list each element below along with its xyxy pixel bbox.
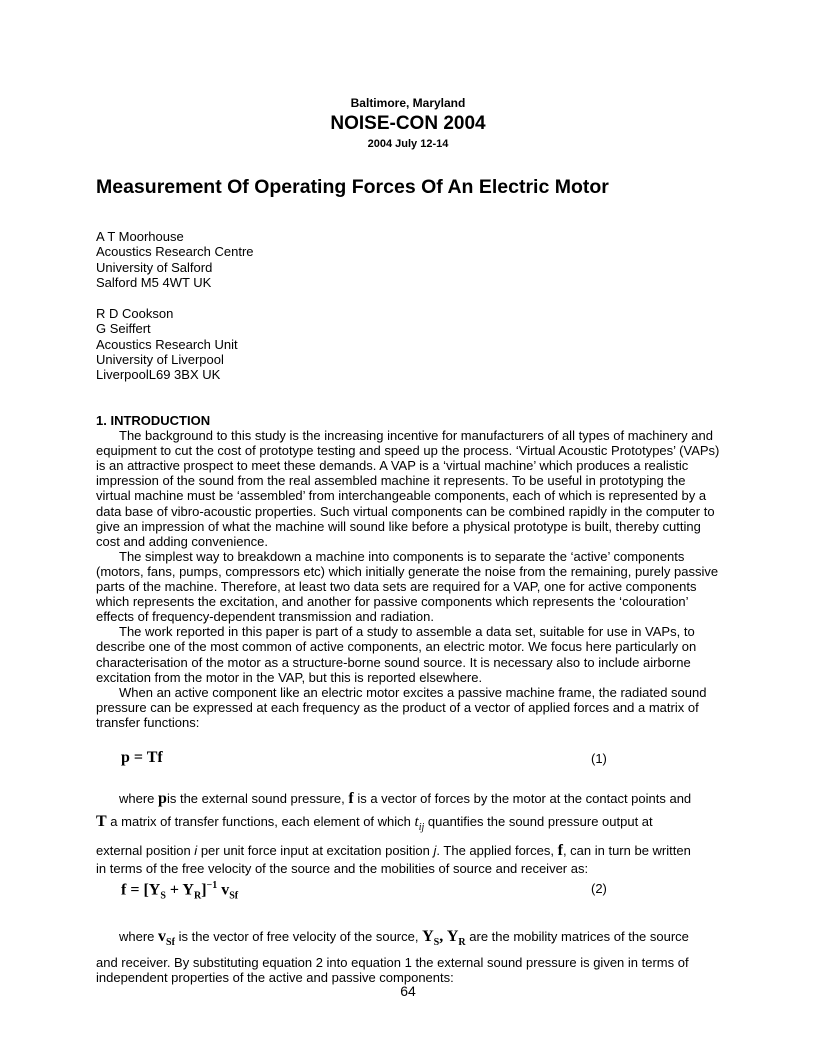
equation-1-number: (1): [591, 751, 607, 766]
author-line: Acoustics Research Unit: [96, 336, 238, 352]
section-heading: 1. INTRODUCTION: [96, 413, 211, 428]
equation-1: p = Tf: [121, 749, 163, 766]
conference-date: 2004 July 12-14: [367, 138, 449, 150]
page-number: 64: [400, 983, 416, 999]
author-line: G Seiffert: [96, 321, 151, 337]
symbol-vsf: $v_{Sf}$: [158, 928, 175, 949]
symbol-T: T: [96, 813, 107, 830]
author-line: Acoustics Research Centre: [96, 244, 254, 260]
introduction-section: [96, 413, 720, 730]
symbol-f: f: [348, 790, 354, 807]
paper-title: Measurement Of Operating Forces Of An Electric Motor: [96, 176, 609, 198]
symbol-f: f: [557, 842, 563, 859]
paragraph: When an active component like an electric motor excites a passive machine frame, the radiated sound pressure can be expressed at each frequency as the product of a vector of applied forces and a matrix of transfer functions:: [96, 684, 707, 730]
symbol-tij: $t_{ij}$: [414, 814, 425, 833]
author-block-1: [96, 229, 254, 290]
equation-2: $f = [Y_S + Y_R]^{-1}$ $v_{Sf}$: [121, 880, 239, 902]
conference-name: NOISE-CON 2004: [330, 113, 486, 134]
symbol-p: p: [158, 790, 167, 807]
paragraph: The background to this study is the increasing incentive for manufacturers of all types of machinery and equipment to cut the cost of prototype testing and speed up the process. ‘Virtual Acoustic Prototypes’ (VAPs) is an attractive prospect to meet these demands. A VAP is a ‘virtual machine’ which produces a realistic impression of the sound from the real assembled machine it represents. To be useful in prototyping the virtual machine must be ‘assembled’ from interchangeable components, each of which is represented by a data base of vibro-acoustic properties. Such virtual components can be combined rapidly in the computer to give an impression of what the machine will sound like before a physical prototype is built, thereby cutting cost and adding convenience.: [96, 428, 720, 549]
author-line: A T Moorhouse: [96, 229, 184, 244]
author-line: University of Liverpool: [96, 351, 224, 367]
paragraph: The simplest way to breakdown a machine into components is to separate the ‘active’ components (motors, fans, pumps, compressors etc) which initially generate the noise from the remaining, purely passive parts of the machine. Therefore, at least two data sets are required for a VAP, one for active components which represents the excitation, and another for passive components which represents the ‘colouration’ effects of frequency-dependent transmission and radiation.: [96, 548, 719, 625]
equation-2-number: (2): [591, 881, 607, 896]
author-line: LiverpoolL69 3BX UK: [96, 367, 221, 383]
symbol-yr: $Y_R$: [446, 928, 466, 949]
symbol-ys: $Y_S$: [422, 928, 440, 949]
author-line: University of Salford: [96, 259, 213, 275]
text-block-after-eq1: where pis the external sound pressure, f is a vector of forces by the motor at the contact points and T a matrix of transfer functions, each element of which $t_{ij}$ quantifies the sound pressure output at external position i per unit force input at excitation position j. The applied forces, f, can in turn be written in terms of the free velocity of the source and the mobilities of source and receiver as:: [96, 790, 692, 876]
author-block-2: [96, 306, 238, 382]
author-line: Salford M5 4WT UK: [96, 274, 212, 290]
paragraph: The work reported in this paper is part of a study to assemble a data set, suitable for use in VAPs, to describe one of the most common of active components, an electric motor. We focus here particularly on characterisation of the motor as a structure-borne sound source. It is necessary also to include airborne excitation from the motor in the VAP, but this is reported elsewhere.: [96, 624, 697, 685]
text-block-after-eq2: where $v_{Sf}$ is the vector of free velocity of the source, $Y_S$, $Y_R$ are the mobility matrices of the source and receiver. By substituting equation 2 into equation 1 the external sound pressure is given in terms of independent properties of the active and passive components:: [96, 928, 689, 986]
conference-location: Baltimore, Maryland: [350, 96, 466, 110]
author-line: R D Cookson: [96, 306, 174, 321]
